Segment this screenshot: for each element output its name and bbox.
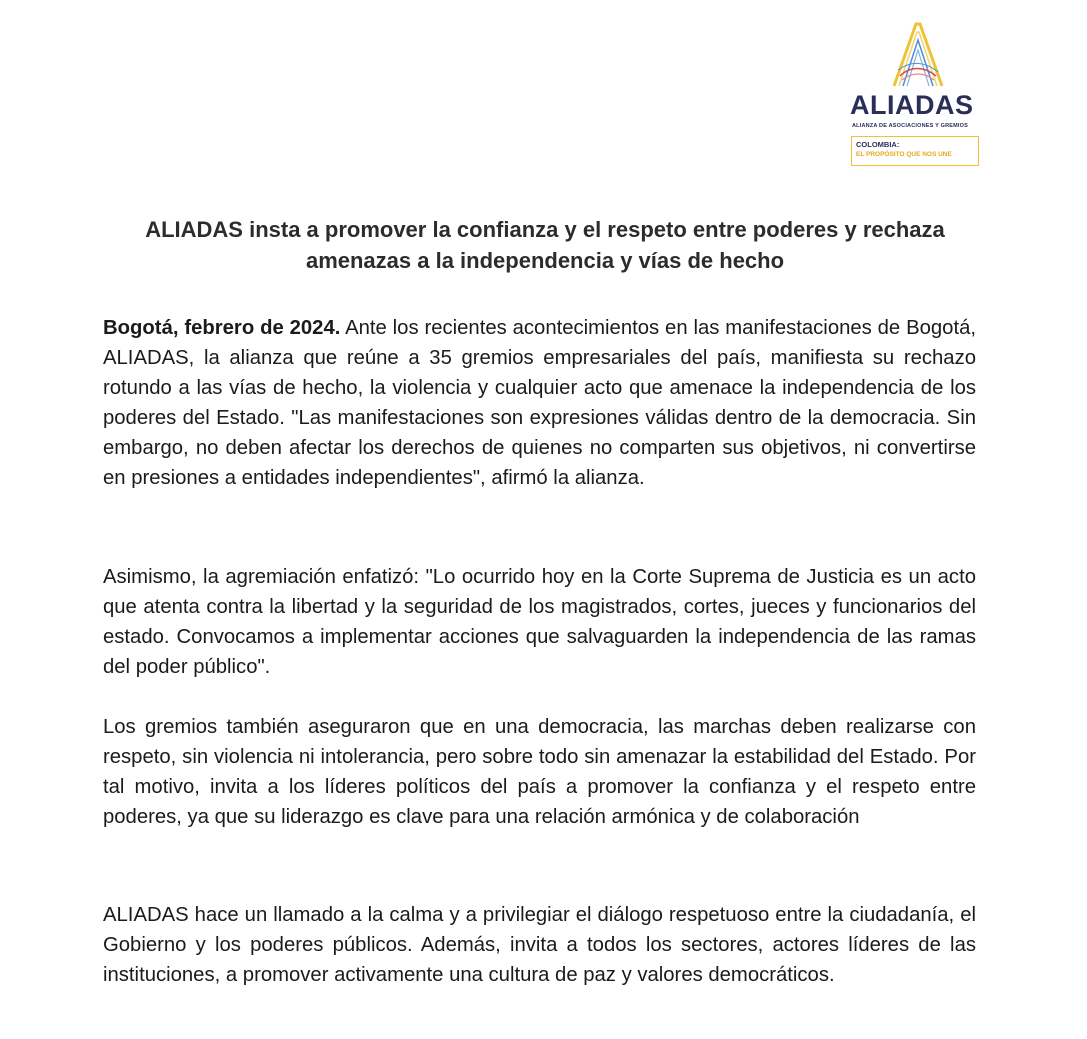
logo-tagline-box (851, 136, 979, 166)
logo-tagline-line1: COLOMBIA: (856, 140, 900, 149)
logo-subtitle: ALIANZA DE ASOCIACIONES Y GREMIOS (852, 123, 969, 129)
paragraph-1-text: Ante los recientes acontecimientos en las manifestaciones de Bogotá, ALIADAS, la alianza que reúne a 35 gremios empresariales del país, manifiesta su rechazo rotundo a las vías de hecho, la violencia y cualquier acto que amenace la independencia de los poderes del Estado. "Las manifestaciones son expresiones válidas dentro de la democracia. Sin embargo, no deben afectar los derechos de quienes no comparten sus objetivos, ni convertirse en presiones a entidades independientes", afirmó la alianza. (103, 317, 976, 489)
paragraph-2: Asimismo, la agremiación enfatizó: "Lo ocurrido hoy en la Corte Suprema de Justicia es un acto que atenta contra la libertad y la seguridad de los magistrados, cortes, jueces y funcionarios del estado. Convocamos a implementar acciones que salvaguarden la independencia de las ramas del poder público". (103, 566, 976, 678)
document-title: ALIADAS insta a promover la confianza y el respeto entre poderes y rechaza amenazas a la independencia y vías de hecho (145, 217, 945, 273)
aliadas-a-mark-icon (890, 20, 946, 88)
paragraph-1 (103, 313, 976, 493)
paragraph-1-lead: Bogotá, febrero de 2024. (103, 317, 341, 339)
aliadas-logo (846, 20, 988, 170)
paragraph-3: Los gremios también aseguraron que en una democracia, las marchas deben realizarse con respeto, sin violencia ni intolerancia, pero sobre todo sin amenazar la estabilidad del Estado. Por tal motivo, invita a los líderes políticos del país a promover la confianza y el respeto entre poderes, ya que su liderazgo es clave para una relación armónica y de colaboración (103, 716, 976, 828)
logo-tagline-line2: EL PROPÓSITO QUE NOS UNE (856, 151, 952, 158)
logo-name: ALIADAS (850, 90, 974, 120)
paragraph-4: ALIADAS hace un llamado a la calma y a privilegiar el diálogo respetuoso entre la ciudadanía, el Gobierno y los poderes públicos. Además, invita a todos los sectores, actores líderes de las instituciones, a promover activamente una cultura de paz y valores democráticos. (103, 904, 976, 986)
